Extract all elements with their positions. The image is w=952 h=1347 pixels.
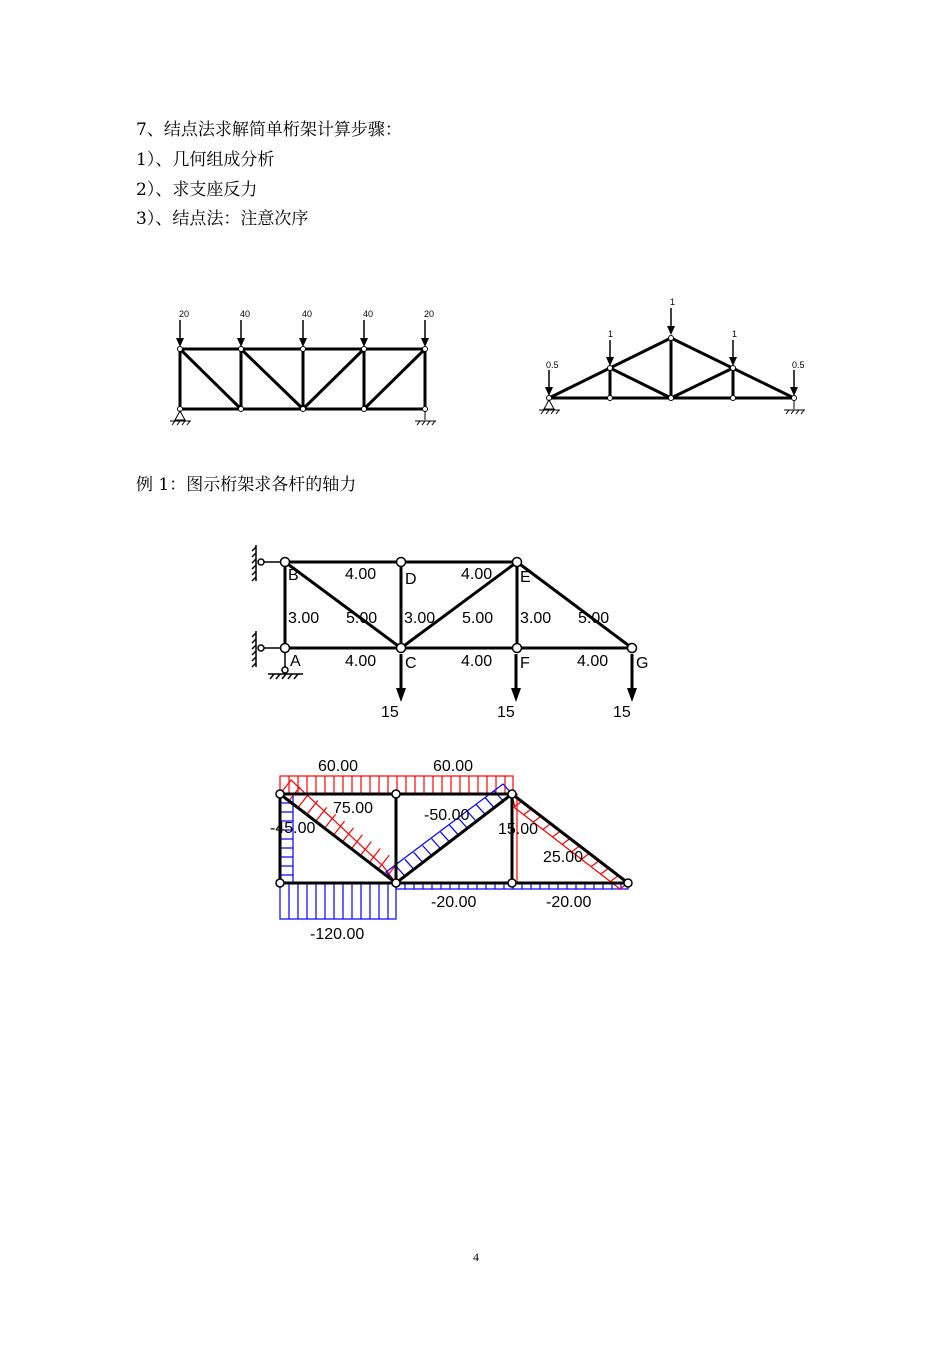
dim-label: 4.00 bbox=[345, 566, 377, 583]
node-label-e: E bbox=[520, 569, 531, 586]
dim-label: 5.00 bbox=[462, 610, 494, 627]
load-label: 15 bbox=[381, 704, 399, 721]
load-label: 40 bbox=[240, 309, 251, 319]
force-hatch bbox=[514, 801, 619, 881]
node-label-f: F bbox=[520, 655, 530, 672]
dim-label: 3.00 bbox=[288, 610, 320, 627]
dim-label: 4.00 bbox=[461, 566, 493, 583]
node-label-g: G bbox=[636, 655, 649, 672]
step-1: 1）、几何组成分析 bbox=[136, 150, 275, 170]
dim-label: 3.00 bbox=[520, 610, 552, 627]
force-hatch bbox=[396, 791, 503, 876]
dim-label: 5.00 bbox=[578, 610, 610, 627]
load-label: 20 bbox=[424, 309, 435, 319]
heading: 7、结点法求解简单桁架计算步骤： bbox=[136, 120, 402, 140]
load-label: 15 bbox=[613, 704, 631, 721]
force-labels bbox=[270, 758, 591, 943]
node-label-a: A bbox=[290, 653, 301, 670]
force-label: 60.00 bbox=[433, 758, 474, 775]
load-label: 0.5 bbox=[546, 360, 559, 370]
force-label: -20.00 bbox=[546, 894, 592, 911]
force-label: 60.00 bbox=[318, 758, 359, 775]
load-label: 40 bbox=[302, 309, 313, 319]
node-label-c: C bbox=[405, 655, 417, 672]
load-label: 1 bbox=[670, 297, 676, 307]
force-band-ce bbox=[386, 784, 512, 883]
force-label: -120.00 bbox=[310, 926, 365, 943]
step-2: 2）、求支座反力 bbox=[136, 180, 258, 200]
load-label: 20 bbox=[179, 309, 190, 319]
dim-label: 4.00 bbox=[577, 653, 609, 670]
force-label: 75.00 bbox=[333, 800, 374, 817]
load-label: 1 bbox=[732, 329, 738, 339]
page-number: 4 bbox=[473, 1250, 479, 1264]
dim-label: 5.00 bbox=[346, 610, 378, 627]
node-label-b: B bbox=[288, 567, 299, 584]
force-hatch bbox=[289, 883, 388, 919]
step-3: 3）、结点法：注意次序 bbox=[136, 209, 309, 229]
load-label: 15 bbox=[497, 704, 515, 721]
force-label: 15.00 bbox=[498, 821, 539, 838]
force-label: -20.00 bbox=[431, 894, 477, 911]
force-label: -45.00 bbox=[270, 820, 316, 837]
force-label: -50.00 bbox=[424, 807, 470, 824]
example-title: 例 1：图示桁架求各杆的轴力 bbox=[136, 475, 357, 495]
force-hatch bbox=[280, 803, 293, 875]
load-label: 40 bbox=[363, 309, 374, 319]
dim-label: 4.00 bbox=[345, 653, 377, 670]
load-label: 0.5 bbox=[792, 360, 805, 370]
force-label: 25.00 bbox=[543, 849, 584, 866]
load-label: 1 bbox=[608, 329, 614, 339]
dim-label: 4.00 bbox=[461, 653, 493, 670]
node-label-d: D bbox=[405, 571, 417, 588]
dim-label: 3.00 bbox=[404, 610, 436, 627]
